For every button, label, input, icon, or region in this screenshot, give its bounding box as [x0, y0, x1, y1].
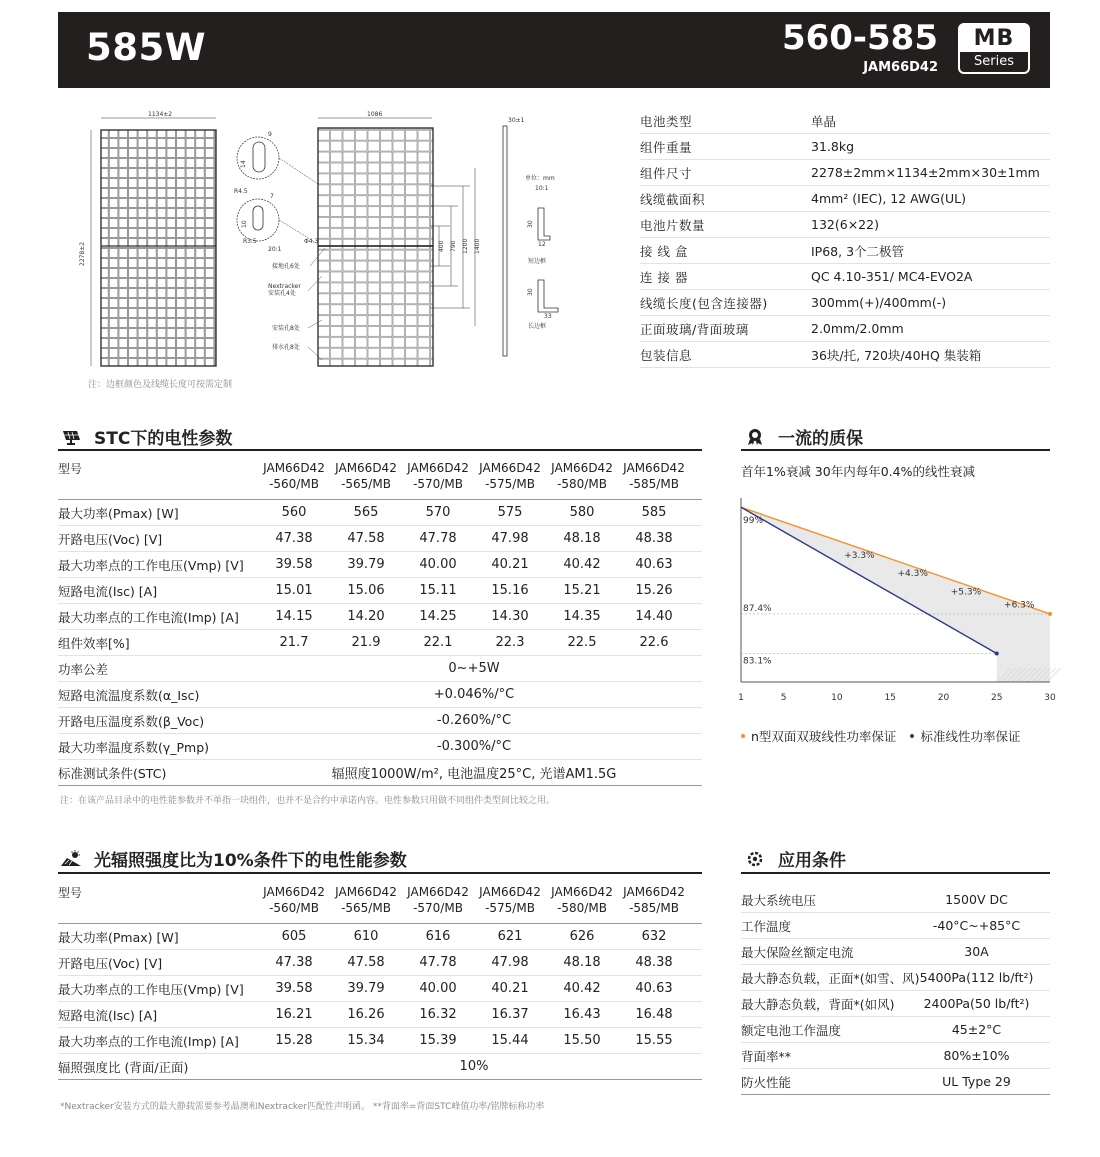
gain-annotation: +5.3% — [950, 587, 982, 598]
row-value: 48.38 — [635, 955, 673, 970]
table-header-row — [58, 456, 702, 500]
spec-value: 2278±2mm×1134±2mm×30±1mm — [811, 165, 1040, 180]
badge-mb: MB — [960, 25, 1028, 52]
row-value: 15.44 — [491, 1033, 529, 1048]
row-value: 22.6 — [639, 635, 669, 650]
row-value: 15.34 — [347, 1033, 385, 1048]
series-badge — [958, 23, 1030, 74]
model-line-1: JAM66D42 — [263, 885, 325, 899]
model-line-1: JAM66D42 — [479, 461, 541, 475]
model-line-2: -585/MB — [629, 477, 679, 491]
row-value: 14.40 — [635, 609, 673, 624]
dim-7: 7 — [270, 193, 274, 200]
spec-value: 132(6×22) — [811, 217, 879, 232]
row-value: 39.79 — [347, 557, 385, 572]
gain-annotation: +3.3% — [844, 550, 875, 561]
table-row — [58, 500, 702, 526]
gain-annotation: +4.3% — [897, 569, 928, 580]
model-header — [402, 880, 474, 923]
label-long-frame: 长边框 — [528, 323, 547, 330]
row-value: 14.30 — [491, 609, 529, 624]
model-line-1: JAM66D42 — [407, 461, 469, 475]
row-value: 48.38 — [635, 531, 673, 546]
row-label: 最大功率点的工作电压(Vmp) [V] — [58, 981, 244, 997]
condition-value: 2400Pa(50 lb/ft²) — [923, 996, 1030, 1011]
row-value: 0~+5W — [448, 661, 500, 676]
low-title: 光辐照强度比为10%条件下的电性能参数 — [94, 851, 407, 871]
condition-row — [741, 965, 1050, 991]
power-title: 585W — [86, 26, 207, 69]
table-row — [58, 578, 702, 604]
spec-key: 线缆长度(包含连接器) — [640, 295, 768, 311]
row-value: 14.15 — [275, 609, 313, 624]
row-value: 47.78 — [419, 955, 457, 970]
spec-table — [640, 108, 1050, 368]
row-value: 39.79 — [347, 981, 385, 996]
row-value: 632 — [641, 929, 667, 944]
spec-value: IP68, 3个二极管 — [811, 243, 905, 259]
label-drain: 排水孔8处 — [272, 344, 300, 351]
spec-key: 线缆截面积 — [640, 191, 706, 207]
spec-value: 31.8kg — [811, 139, 855, 154]
spec-row — [640, 212, 1050, 238]
label-nextracker: Nextracker — [268, 283, 301, 290]
row-value: 585 — [641, 505, 667, 520]
row-value: 47.58 — [347, 955, 385, 970]
conditions-table — [741, 887, 1050, 1095]
x-tick-label: 25 — [990, 693, 1003, 703]
unit-label: 单位：mm — [525, 175, 555, 182]
row-label: 短路电流温度系数(α_Isc) — [58, 687, 200, 703]
warranty-legend — [741, 727, 1034, 745]
y-value-label: 83.1% — [743, 656, 772, 667]
dim-1200: 1200 — [462, 238, 469, 254]
stc-title: STC下的电性参数 — [94, 429, 233, 449]
row-value: 40.63 — [635, 557, 673, 572]
row-value: 16.37 — [491, 1007, 529, 1022]
spec-key: 组件尺寸 — [640, 165, 693, 181]
condition-key: 最大静态负载，正面*(如雪、风) — [741, 970, 920, 986]
row-value: 47.38 — [275, 531, 313, 546]
spec-value: 36块/托, 720块/40HQ 集装箱 — [811, 347, 982, 363]
row-label: 最大功率温度系数(γ_Pmp) — [58, 739, 210, 755]
spec-row — [640, 186, 1050, 212]
model-header — [258, 880, 330, 923]
low-section-title — [60, 846, 407, 871]
row-label: 开路电压(Voc) [V] — [58, 955, 163, 971]
label-short-frame: 短边框 — [528, 258, 547, 265]
row-value: 15.06 — [347, 583, 385, 598]
table-row — [58, 734, 702, 760]
model-line-2: -560/MB — [269, 901, 319, 915]
table-row — [58, 1028, 702, 1054]
spec-row — [640, 238, 1050, 264]
spec-row — [640, 342, 1050, 368]
solar-panel-icon — [60, 428, 82, 446]
model-line-1: JAM66D42 — [335, 885, 397, 899]
model-line-1: JAM66D42 — [407, 885, 469, 899]
model-header — [330, 456, 402, 499]
spec-row — [640, 290, 1050, 316]
legend-item-blue — [910, 727, 1020, 745]
model-header — [330, 880, 402, 923]
condition-value: UL Type 29 — [942, 1074, 1011, 1089]
row-value: +0.046%/°C — [433, 687, 515, 702]
series-end-orange — [1048, 612, 1052, 616]
dim-12: 12 — [538, 241, 546, 248]
spec-key: 电池片数量 — [640, 217, 706, 233]
row-value: 626 — [569, 929, 595, 944]
row-value: 22.1 — [423, 635, 453, 650]
condition-key: 最大保险丝额定电流 — [741, 944, 854, 960]
row-value: 621 — [497, 929, 523, 944]
row-label: 开路电压(Voc) [V] — [58, 531, 163, 547]
model-line-1: JAM66D42 — [335, 461, 397, 475]
row-value: 47.58 — [347, 531, 385, 546]
row-label: 短路电流(Isc) [A] — [58, 1007, 158, 1023]
header-label: 型号 — [58, 886, 83, 900]
dim-790: 790 — [450, 240, 457, 252]
row-value: 47.98 — [491, 955, 529, 970]
row-value: 40.42 — [563, 981, 601, 996]
stc-note: 注：在该产品目录中的电性能参数并不单指一块组件，也并不是合约中承诺内容。电性参数只用做不同组件类型间比较之用。 — [60, 796, 556, 806]
dim-width: 1134±2 — [148, 111, 173, 118]
label-mount: 安装孔8处 — [272, 325, 300, 332]
power-range: 560-585 — [781, 18, 938, 58]
sun-panel-icon — [60, 850, 82, 868]
table-row — [58, 630, 702, 656]
y-value-label: 99% — [743, 516, 764, 527]
model-line-1: JAM66D42 — [263, 461, 325, 475]
stc-table — [58, 456, 702, 786]
row-label: 组件效率[%] — [58, 635, 130, 651]
model-name: JAM66D42 — [863, 60, 938, 75]
model-line-2: -580/MB — [557, 901, 607, 915]
model-header — [546, 880, 618, 923]
model-line-1: JAM66D42 — [623, 885, 685, 899]
model-line-2: -565/MB — [341, 477, 391, 491]
condition-key: 最大系统电压 — [741, 892, 817, 908]
x-tick-label: 15 — [884, 693, 896, 703]
legend-dot-blue — [910, 734, 914, 738]
model-line-2: -565/MB — [341, 901, 391, 915]
row-value: 16.48 — [635, 1007, 673, 1022]
spec-row — [640, 316, 1050, 342]
row-value: 39.58 — [275, 981, 313, 996]
badge-series: Series — [974, 54, 1014, 69]
condition-row — [741, 913, 1050, 939]
gear-icon — [744, 850, 766, 868]
spec-key: 包装信息 — [640, 347, 693, 363]
row-value: 21.9 — [351, 635, 381, 650]
page-header — [58, 12, 1050, 88]
row-value: 580 — [569, 505, 595, 520]
row-value: 16.32 — [419, 1007, 457, 1022]
row-value: 16.26 — [347, 1007, 385, 1022]
label-ground: 接地孔6处 — [272, 263, 300, 270]
stc-title-rule — [58, 449, 702, 451]
y-value-label: 87.4% — [743, 603, 772, 614]
table-row — [58, 950, 702, 976]
spec-value: 300mm(+)/400mm(-) — [811, 295, 947, 310]
spec-row — [640, 108, 1050, 134]
legend-label-orange: n型双面双玻线性功率保证 — [751, 729, 897, 744]
model-line-2: -570/MB — [413, 477, 463, 491]
condition-key: 背面率** — [741, 1048, 792, 1064]
row-value: 辐照度1000W/m², 电池温度25°C, 光谱AM1.5G — [331, 767, 617, 782]
x-tick-label: 20 — [937, 693, 950, 703]
table-row — [58, 526, 702, 552]
legend-item-orange — [741, 727, 896, 745]
warranty-subtitle: 首年1%衰减 30年内每年0.4%的线性衰减 — [741, 464, 975, 479]
rear-view — [318, 111, 481, 366]
spec-key: 正面玻璃/背面玻璃 — [640, 321, 749, 337]
table-row — [58, 682, 702, 708]
condition-value: 1500V DC — [945, 892, 1008, 907]
header-label: 型号 — [58, 462, 83, 476]
table-row — [58, 976, 702, 1002]
series-end-blue — [995, 651, 999, 655]
label-nextracker-holes: 安装孔4处 — [268, 290, 296, 297]
row-value: 14.20 — [347, 609, 385, 624]
condition-row — [741, 1017, 1050, 1043]
spec-value: 4mm² (IEC), 12 AWG(UL) — [811, 191, 966, 206]
legend-label-blue: 标准线性功率保证 — [920, 729, 1021, 744]
row-value: 39.58 — [275, 557, 313, 572]
row-value: 21.7 — [279, 635, 309, 650]
row-value: 22.3 — [495, 635, 525, 650]
spec-row — [640, 134, 1050, 160]
model-line-1: JAM66D42 — [479, 885, 541, 899]
row-value: 14.25 — [419, 609, 457, 624]
x-tick-label: 10 — [831, 693, 843, 703]
model-line-2: -560/MB — [269, 477, 319, 491]
row-value: 10% — [459, 1059, 489, 1074]
table-row — [58, 708, 702, 734]
drawing-note: 注：边框颜色及线缆长度可按需定制 — [88, 380, 233, 390]
model-line-2: -585/MB — [629, 901, 679, 915]
dim-ratio: 20:1 — [268, 246, 282, 253]
row-value: 575 — [497, 505, 523, 520]
row-value: 15.55 — [635, 1033, 673, 1048]
row-value: 47.38 — [275, 955, 313, 970]
condition-key: 工作温度 — [741, 918, 792, 934]
condition-key: 额定电池工作温度 — [741, 1022, 842, 1038]
model-line-1: JAM66D42 — [551, 461, 613, 475]
row-value: 40.42 — [563, 557, 601, 572]
row-value: 565 — [353, 505, 379, 520]
row-value: 15.26 — [635, 583, 673, 598]
low-table — [58, 880, 702, 1080]
x-tick-label: 30 — [1044, 693, 1056, 703]
row-value: 15.28 — [275, 1033, 313, 1048]
row-value: 48.18 — [563, 955, 601, 970]
row-value: 570 — [425, 505, 451, 520]
row-value: 15.50 — [563, 1033, 601, 1048]
row-value: -0.300%/°C — [436, 739, 512, 754]
spec-value: 2.0mm/2.0mm — [811, 321, 904, 336]
table-row — [58, 1054, 702, 1080]
table-row — [58, 924, 702, 950]
side-view — [503, 117, 558, 356]
warranty-chart — [730, 488, 1060, 708]
series-line-orange — [741, 507, 1050, 614]
spec-value: QC 4.10-351/ MC4-EVO2A — [811, 269, 973, 284]
condition-row — [741, 1043, 1050, 1069]
conditions-section-title — [744, 846, 846, 871]
model-line-1: JAM66D42 — [623, 461, 685, 475]
gain-annotation: +6.3% — [1004, 600, 1035, 611]
conditions-title: 应用条件 — [778, 851, 846, 871]
dim-inner: 1086 — [367, 111, 383, 118]
row-label: 标准测试条件(STC) — [58, 765, 167, 781]
spec-row — [640, 160, 1050, 186]
front-view — [79, 111, 216, 366]
row-value: 560 — [281, 505, 307, 520]
stc-section-title — [60, 424, 232, 449]
dim-400: 400 — [438, 240, 445, 252]
row-label: 辐照强度比 (背面/正面) — [58, 1059, 189, 1075]
table-row — [58, 1002, 702, 1028]
model-header — [618, 456, 690, 499]
warranty-title-rule — [741, 449, 1050, 451]
x-tick-label: 5 — [780, 693, 787, 703]
row-label: 最大功率(Pmax) [W] — [58, 929, 179, 945]
award-icon — [744, 428, 766, 446]
condition-row — [741, 939, 1050, 965]
row-value: 40.21 — [491, 557, 529, 572]
dim-30a: 30 — [527, 220, 534, 228]
row-label: 功率公差 — [58, 661, 109, 677]
condition-row — [741, 991, 1050, 1017]
row-value: 48.18 — [563, 531, 601, 546]
table-row — [58, 552, 702, 578]
model-line-2: -575/MB — [485, 901, 535, 915]
dim-length: 2278±2 — [79, 241, 86, 266]
row-value: 15.11 — [419, 583, 457, 598]
model-header — [546, 456, 618, 499]
model-header — [474, 880, 546, 923]
condition-row — [741, 887, 1050, 913]
x-tick-label: 1 — [738, 693, 744, 703]
spec-value: 单晶 — [811, 113, 837, 129]
row-value: -0.260%/°C — [436, 713, 512, 728]
spec-row — [640, 264, 1050, 290]
condition-row — [741, 1069, 1050, 1095]
model-line-2: -580/MB — [557, 477, 607, 491]
dim-r45: R4.5 — [234, 188, 248, 195]
row-value: 610 — [353, 929, 379, 944]
row-label: 最大功率点的工作电流(Imp) [A] — [58, 609, 239, 625]
series-line-blue — [741, 507, 997, 653]
conditions-title-rule — [741, 872, 1050, 874]
spec-key: 接 线 盒 — [640, 243, 688, 259]
row-label: 开路电压温度系数(β_Voc) — [58, 713, 205, 729]
condition-key: 最大静态负载，背面*(如风) — [741, 996, 895, 1012]
condition-key: 防火性能 — [741, 1074, 792, 1090]
table-header-row — [58, 880, 702, 924]
warranty-title: 一流的质保 — [778, 429, 863, 449]
dim-phi: Φ4.3 — [304, 238, 319, 245]
table-row — [58, 604, 702, 630]
row-value: 22.5 — [567, 635, 597, 650]
dim-1400: 1400 — [474, 238, 481, 254]
spec-key: 连 接 器 — [640, 269, 688, 285]
spec-key: 电池类型 — [640, 113, 693, 129]
low-note: *Nextracker安装方式的最大静载需要参考晶澳和Nextracker匹配性声明函。 **背面率=背面STC峰值功率/铭牌标称功率 — [60, 1102, 545, 1112]
row-label: 最大功率点的工作电流(Imp) [A] — [58, 1033, 239, 1049]
legend-dot-orange — [741, 734, 745, 738]
row-label: 短路电流(Isc) [A] — [58, 583, 158, 599]
condition-value: 5400Pa(112 lb/ft²) — [919, 970, 1034, 985]
dim-10: 10 — [241, 220, 248, 228]
callouts — [268, 248, 325, 360]
row-value: 616 — [425, 929, 451, 944]
row-value: 40.21 — [491, 981, 529, 996]
table-row — [58, 760, 702, 786]
dim-r35: R3.5 — [243, 238, 257, 245]
row-value: 15.21 — [563, 583, 601, 598]
row-value: 47.78 — [419, 531, 457, 546]
module-drawing — [80, 108, 600, 378]
row-label: 最大功率(Pmax) [W] — [58, 505, 179, 521]
model-line-2: -575/MB — [485, 477, 535, 491]
dim-14: 14 — [240, 160, 247, 168]
model-header — [258, 456, 330, 499]
row-value: 605 — [281, 929, 307, 944]
row-value: 15.01 — [275, 583, 313, 598]
model-header — [402, 456, 474, 499]
row-label: 最大功率点的工作电压(Vmp) [V] — [58, 557, 244, 573]
row-value: 15.16 — [491, 583, 529, 598]
detail-holes — [234, 131, 318, 253]
row-value: 40.00 — [419, 557, 457, 572]
condition-value: 45±2°C — [951, 1022, 1002, 1037]
warranty-section-title — [744, 424, 863, 449]
condition-value: 30A — [964, 944, 989, 959]
row-value: 15.39 — [419, 1033, 457, 1048]
model-header — [618, 880, 690, 923]
row-value: 40.63 — [635, 981, 673, 996]
low-title-rule — [58, 872, 702, 874]
table-row — [58, 656, 702, 682]
spec-key: 组件重量 — [640, 139, 693, 155]
dim-33: 33 — [544, 313, 552, 320]
row-value: 16.43 — [563, 1007, 601, 1022]
dim-9: 9 — [268, 131, 272, 138]
dim-thick: 30±1 — [508, 117, 525, 124]
row-value: 16.21 — [275, 1007, 313, 1022]
condition-value: -40°C~+85°C — [932, 918, 1021, 933]
row-value: 47.98 — [491, 531, 529, 546]
model-line-2: -570/MB — [413, 901, 463, 915]
model-header — [474, 456, 546, 499]
row-value: 40.00 — [419, 981, 457, 996]
scale-label: 10:1 — [535, 185, 549, 192]
row-value: 14.35 — [563, 609, 601, 624]
dim-30b: 30 — [527, 288, 534, 296]
condition-value: 80%±10% — [943, 1048, 1010, 1063]
model-line-1: JAM66D42 — [551, 885, 613, 899]
